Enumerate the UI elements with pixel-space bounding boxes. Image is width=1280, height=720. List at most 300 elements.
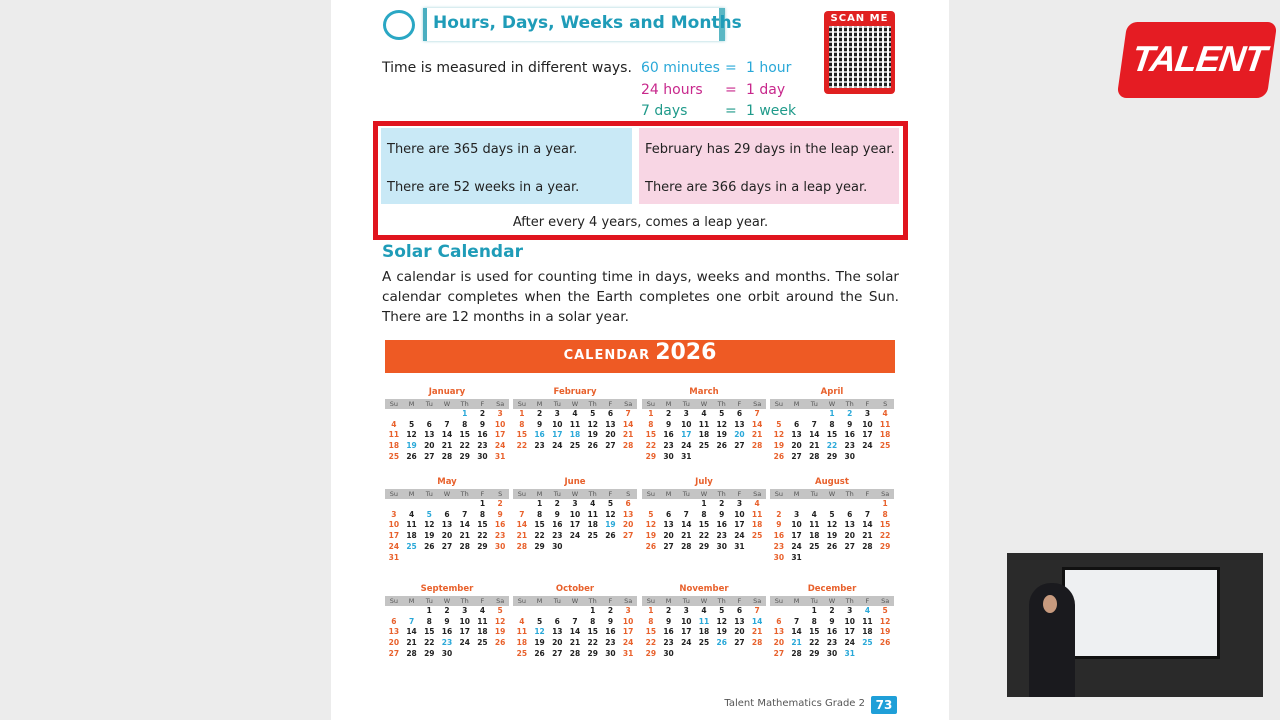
weekday-label: F [608,400,613,408]
day-cell: 9 [719,509,725,519]
day-cell: 26 [879,638,891,648]
day-cell: 30 [844,451,855,461]
day-cell: 27 [791,451,802,461]
day-cell: 25 [879,441,891,451]
month-september [385,584,509,660]
day-cell: 18 [477,627,488,637]
day-cell: 23 [844,441,855,451]
day-cell: 27 [734,638,745,648]
day-cell: 29 [826,451,838,461]
weekday-label: F [865,597,870,605]
weekday-label: Th [717,400,726,408]
day-cell: 21 [441,441,453,451]
weekday-label: S [883,400,888,408]
fact-leap-cycle: After every 4 years, comes a leap year. [512,215,769,230]
weekday-label: M [793,400,800,408]
day-cell: 31 [734,541,745,551]
day-cell: 6 [736,409,743,418]
weekday-label: W [443,490,451,498]
weekday-label: Tu [425,400,433,408]
month-name: June [564,477,586,487]
day-cell: 27 [663,541,674,551]
day-cell: 27 [734,441,745,451]
day-cell: 29 [534,541,545,551]
weekday-label: Sa [496,400,505,408]
day-cell: 14 [406,627,417,637]
day-cell: 19 [406,441,417,451]
day-cell: 12 [645,520,657,530]
day-cell: 6 [607,409,614,418]
empty-day [677,499,695,510]
day-cell: 22 [645,441,657,451]
day-cell: 15 [477,520,488,530]
day-cell: 27 [605,441,616,451]
day-cell: 1 [536,499,543,508]
day-cell: 25 [751,531,763,541]
day-cell: 11 [388,430,400,440]
weekday-header [770,399,894,409]
empty-day [531,606,549,617]
qr-code[interactable] [824,11,895,94]
day-cell: 28 [681,541,692,551]
day-cell: 20 [388,638,400,648]
day-cell: 26 [494,638,506,648]
day-cell: 19 [605,520,616,530]
day-grid [385,606,509,660]
weekday-label: W [571,400,579,408]
weekday-label: M [793,490,800,498]
banner-circle-icon [383,10,415,40]
day-grid [642,499,766,553]
day-cell: 20 [844,531,855,541]
day-cell: 10 [494,419,506,429]
day-cell: 15 [587,627,598,637]
empty-day [420,409,438,420]
day-cell: 9 [536,419,543,429]
day-cell: 2 [776,509,782,519]
day-cell: 11 [879,419,891,429]
day-cell: 30 [494,541,506,551]
equivalence-right: 1 week [746,103,797,119]
weekday-label: Su [389,400,398,408]
day-cell: 1 [811,606,817,615]
day-cell: 16 [534,430,545,440]
day-cell: 3 [462,606,468,615]
day-cell: 20 [773,638,785,648]
weekday-label: S [626,490,631,498]
day-cell: 2 [829,606,835,615]
day-cell: 14 [751,616,763,626]
weekday-label: Th [717,597,726,605]
day-cell: 10 [844,616,855,626]
day-cell: 10 [862,419,873,429]
day-cell: 6 [665,509,672,519]
weekday-label: Su [646,490,655,498]
weekday-label: Sa [496,597,505,605]
day-cell: 24 [791,541,802,551]
day-cell: 26 [605,531,616,541]
day-cell: 11 [516,627,528,637]
day-cell: 25 [477,638,488,648]
day-cell: 18 [516,638,528,648]
day-cell: 15 [809,627,820,637]
weekday-label: Su [389,490,398,498]
leap-year-facts-box [373,121,908,240]
day-grid [513,606,637,660]
empty-day [438,409,456,420]
day-cell: 1 [519,409,525,418]
day-cell: 28 [751,638,763,648]
day-cell: 27 [773,648,785,658]
weekday-label: F [608,597,613,605]
day-cell: 30 [605,648,616,658]
day-cell: 16 [605,627,616,637]
day-cell: 19 [645,531,657,541]
day-cell: 1 [829,409,835,418]
day-grid [770,409,894,463]
day-cell: 22 [534,531,545,541]
day-cell: 26 [534,648,545,658]
weekday-label: Sa [753,400,762,408]
month-august [770,477,894,563]
day-grid [642,606,766,660]
day-cell: 3 [683,606,689,615]
day-cell: 19 [826,531,838,541]
day-cell: 19 [494,627,506,637]
day-cell: 13 [605,419,616,429]
presenter-video-inset[interactable] [1007,553,1263,697]
weekday-label: Sa [624,400,633,408]
month-name: July [695,477,713,487]
day-cell: 5 [408,419,415,429]
month-november [642,584,766,660]
day-cell: 15 [826,430,838,440]
day-cell: 31 [844,648,855,658]
empty-day [660,499,678,510]
day-cell: 8 [882,509,888,519]
day-cell: 5 [719,409,725,418]
weekday-label: Sa [881,597,890,605]
empty-day [420,499,438,510]
weekday-header [770,489,894,499]
day-cell: 10 [569,509,581,519]
weekday-label: Tu [682,400,690,408]
day-cell: 7 [754,606,760,615]
day-cell: 17 [791,531,802,541]
day-cell: 13 [734,419,745,429]
day-cell: 19 [879,627,891,637]
day-cell: 18 [698,430,710,440]
day-cell: 4 [519,616,525,626]
talent-logo [1117,22,1278,98]
month-may [385,477,509,563]
equivalence-left: 7 days [641,103,688,119]
day-cell: 22 [477,531,488,541]
day-grid [385,409,509,463]
empty-day [513,606,531,617]
month-name: March [689,387,719,397]
day-cell: 28 [516,541,528,551]
day-cell: 18 [809,531,820,541]
day-cell: 24 [862,441,873,451]
day-cell: 20 [622,520,634,530]
empty-day [788,409,806,420]
day-cell: 28 [809,451,820,461]
weekday-label: W [443,400,451,408]
equivalence-right: 1 day [746,81,786,98]
day-cell: 24 [569,531,581,541]
day-cell: 5 [882,606,888,615]
month-april [770,387,894,463]
weekday-label: Tu [425,597,433,605]
empty-day [385,606,403,617]
month-march [642,387,766,463]
day-cell: 10 [622,616,634,626]
month-october [513,584,637,660]
day-cell: 22 [645,638,657,648]
qr-label: SCAN ME [830,13,889,24]
day-cell: 17 [681,430,692,440]
day-cell: 7 [683,509,689,519]
day-cell: 23 [494,531,506,541]
day-cell: 26 [773,451,785,461]
day-cell: 14 [569,627,581,637]
empty-day [805,409,823,420]
day-cell: 25 [862,638,873,648]
day-cell: 4 [701,606,707,615]
day-cell: 15 [424,627,435,637]
month-name: April [820,387,844,397]
day-cell: 10 [459,616,470,626]
day-cell: 6 [391,616,397,626]
weekday-label: W [700,597,708,605]
day-cell: 4 [391,419,397,429]
day-cell: 7 [462,509,468,519]
day-cell: 13 [552,627,563,637]
day-cell: 5 [829,509,835,519]
day-cell: 9 [776,520,782,530]
day-cell: 3 [572,499,578,508]
weekday-label: M [665,400,672,408]
day-cell: 16 [826,627,838,637]
day-cell: 17 [552,430,563,440]
day-cell: 5 [497,606,503,615]
day-cell: 31 [791,552,802,562]
day-cell: 8 [829,419,835,429]
day-cell: 27 [552,648,563,658]
day-cell: 13 [844,520,855,530]
day-cell: 3 [864,409,871,418]
day-cell: 17 [681,627,692,637]
month-name: September [420,584,474,594]
day-cell: 22 [698,531,710,541]
day-cell: 29 [477,541,488,551]
weekday-label: Tu [553,490,561,498]
day-cell: 19 [773,441,785,451]
day-cell: 8 [536,509,543,519]
day-cell: 1 [479,499,486,508]
weekday-label: Th [845,490,854,498]
weekday-label: Tu [682,490,690,498]
day-cell: 12 [716,616,727,626]
day-cell: 20 [552,638,563,648]
weekday-label: S [498,490,503,498]
day-cell: 13 [734,616,745,626]
weekday-label: M [408,597,415,605]
day-cell: 10 [734,509,745,519]
day-cell: 1 [590,606,596,615]
day-cell: 5 [607,499,614,508]
day-cell: 6 [776,616,782,626]
day-cell: 19 [716,430,727,440]
day-cell: 23 [716,531,727,541]
month-february [513,387,637,452]
weekday-label: W [828,597,836,605]
day-cell: 4 [811,509,817,519]
weekday-label: Th [845,597,854,605]
month-july [642,477,766,553]
day-cell: 11 [477,616,488,626]
day-cell: 21 [862,531,873,541]
day-cell: 9 [554,509,560,519]
weekday-header [642,399,766,409]
day-cell: 21 [622,430,634,440]
day-cell: 18 [388,441,400,451]
weekday-label: Tu [553,597,561,605]
day-cell: 5 [590,409,596,418]
day-cell: 14 [862,520,873,530]
day-cell: 4 [572,409,578,418]
empty-day [642,499,660,510]
weekday-label: Su [774,597,783,605]
weekday-label: W [571,490,579,498]
day-cell: 7 [444,419,450,429]
day-cell: 12 [605,509,616,519]
day-cell: 26 [424,541,435,551]
day-cell: 11 [862,616,873,626]
calendar-label: CALENDAR [563,348,651,363]
day-cell: 30 [441,648,453,658]
weekday-label: M [408,400,415,408]
weekday-label: M [665,490,672,498]
day-cell: 15 [534,520,545,530]
day-cell: 2 [479,409,486,418]
day-cell: 20 [734,627,745,637]
day-cell: 1 [882,499,888,508]
day-cell: 24 [844,638,855,648]
page-number: 73 [871,696,897,714]
day-cell: 12 [406,430,417,440]
weekday-header [642,596,766,606]
day-cell: 24 [681,638,692,648]
weekday-label: Th [460,490,469,498]
equivalence-right: 1 hour [746,60,792,76]
day-cell: 25 [388,451,400,461]
day-cell: 12 [534,627,545,637]
weekday-label: F [608,490,613,498]
day-cell: 12 [716,419,727,429]
day-cell: 4 [408,509,415,519]
day-cell: 22 [424,638,435,648]
day-cell: 13 [441,520,453,530]
day-cell: 9 [665,419,672,429]
day-cell: 20 [734,430,745,440]
day-cell: 2 [847,409,853,418]
weekday-label: F [865,490,870,498]
day-cell: 7 [793,616,800,626]
day-cell: 3 [391,509,397,519]
day-cell: 23 [663,638,674,648]
day-cell: 15 [645,430,657,440]
month-january [385,387,509,463]
day-cell: 5 [536,616,543,626]
empty-day [385,409,403,420]
calendar-title-bar [385,340,895,373]
fact-weeks-in-year: There are 52 weeks in a year. [387,180,580,195]
day-cell: 15 [698,520,710,530]
day-cell: 6 [554,616,560,626]
month-name: May [437,477,457,487]
day-cell: 1 [462,409,468,418]
day-cell: 25 [516,648,528,658]
day-cell: 4 [882,409,888,418]
month-december [770,584,894,660]
equivalence-eq: = [725,60,737,76]
day-grid [513,409,637,452]
day-cell: 17 [622,627,634,637]
day-cell: 9 [479,419,486,429]
empty-day [566,606,584,617]
day-cell: 29 [645,451,657,461]
day-cell: 29 [698,541,710,551]
day-cell: 6 [793,419,800,429]
weekday-label: Sa [881,490,890,498]
empty-day [805,499,823,510]
day-cell: 9 [497,509,503,519]
day-cell: 16 [441,627,453,637]
day-cell: 3 [736,499,743,508]
weekday-label: F [737,400,742,408]
day-cell: 24 [734,531,745,541]
weekday-label: Sa [753,490,762,498]
day-cell: 27 [388,648,400,658]
weekday-header [385,399,509,409]
day-cell: 7 [519,509,525,519]
empty-day [438,499,456,510]
day-cell: 12 [587,419,598,429]
empty-day [403,409,421,420]
day-cell: 12 [826,520,838,530]
month-june [513,477,637,553]
day-grid [770,606,894,660]
day-cell: 25 [809,541,820,551]
day-cell: 16 [716,520,727,530]
day-cell: 11 [569,419,581,429]
day-cell: 23 [605,638,616,648]
empty-day [770,606,788,617]
day-cell: 20 [424,441,435,451]
day-cell: 28 [862,541,873,551]
weekday-label: M [536,597,543,605]
weekday-label: Tu [425,490,433,498]
day-cell: 26 [645,541,657,551]
day-cell: 10 [791,520,802,530]
day-cell: 14 [809,430,820,440]
day-cell: 16 [663,430,674,440]
day-cell: 17 [844,627,855,637]
presenter-face [1043,595,1057,613]
day-cell: 12 [494,616,506,626]
